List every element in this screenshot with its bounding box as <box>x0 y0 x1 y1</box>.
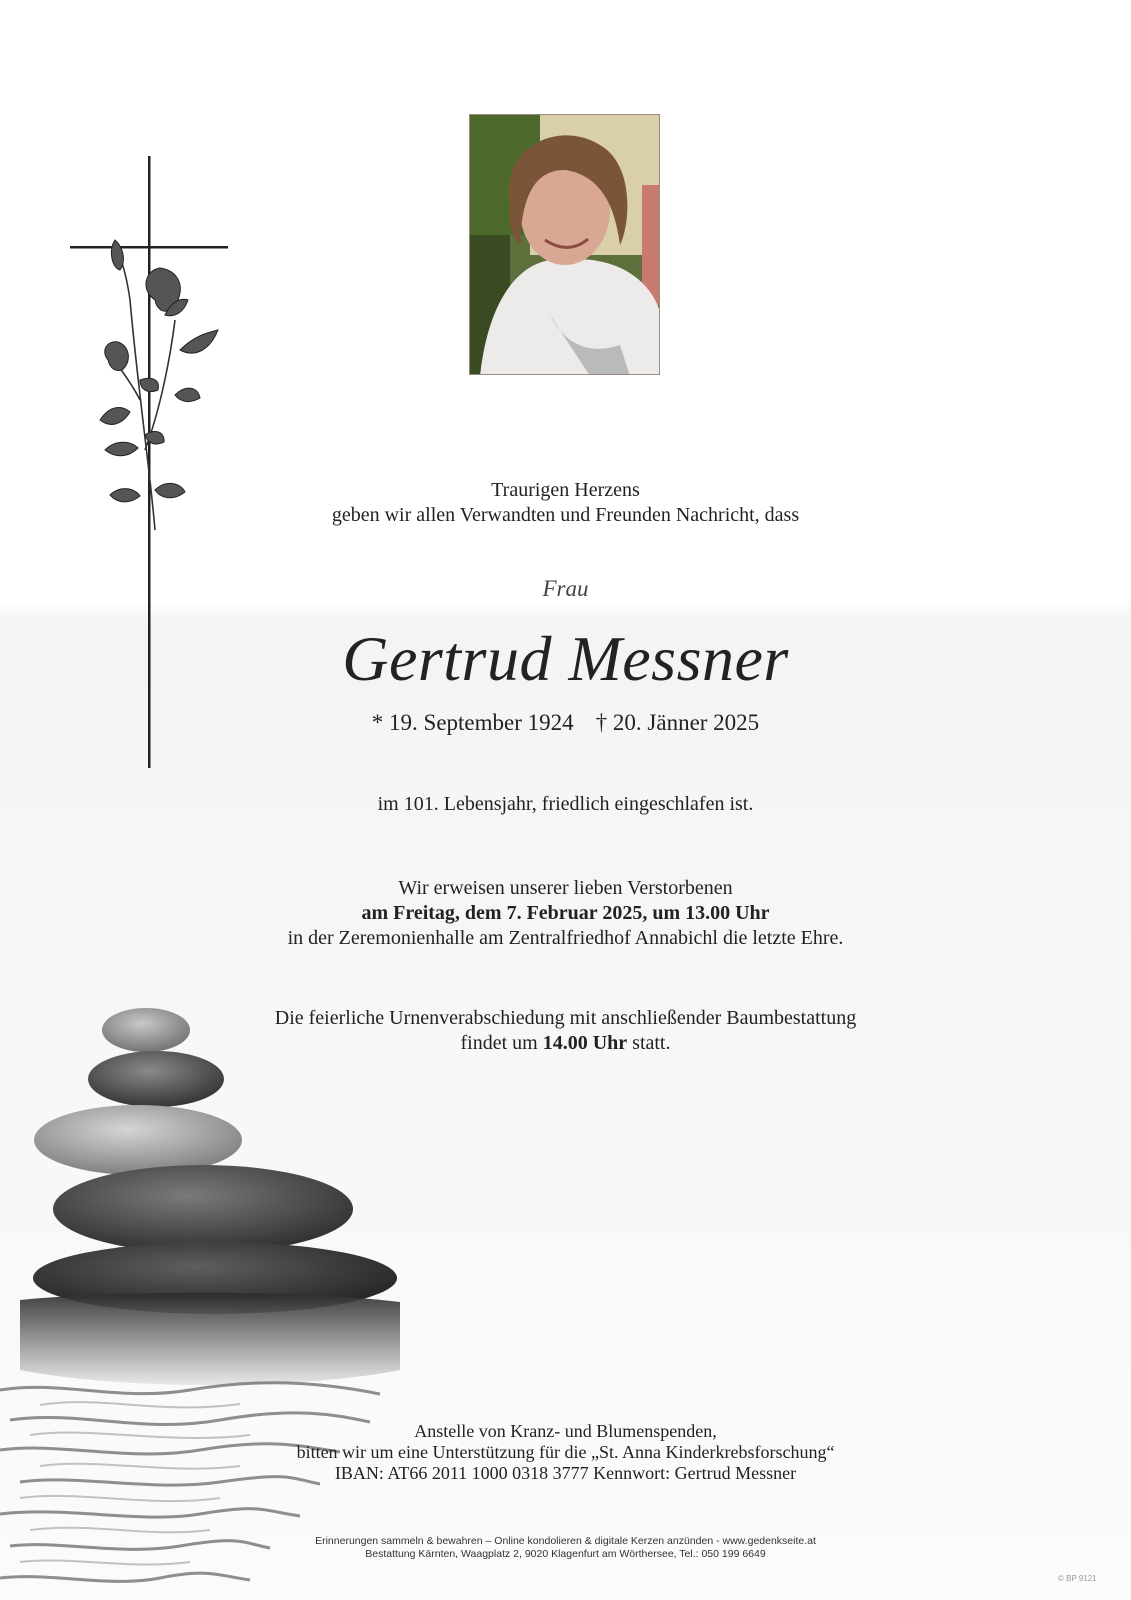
deceased-title: Frau <box>542 576 589 601</box>
service-line-2 <box>0 901 1131 926</box>
urn-line-2 <box>0 1031 1131 1056</box>
template-code: © BP 9121 <box>1058 1574 1097 1583</box>
footer <box>0 1535 1131 1561</box>
service-line-3: in der Zeremonienhalle am Zentralfriedhof Annabichl die letzte Ehre. <box>287 927 844 949</box>
birth-date: * 19. September 1924 <box>371 710 574 735</box>
passed-text: im 101. Lebensjahr, friedlich eingeschlafen ist. <box>377 793 754 815</box>
portrait-image <box>470 115 660 375</box>
intro-text <box>0 478 1131 528</box>
donation-line-1: Anstelle von Kranz- und Blumenspenden, <box>414 1421 717 1441</box>
donation-line-3: IBAN: AT66 2011 1000 0318 3777 Kennwort: Gertrud Messner <box>334 1463 797 1483</box>
donation-info <box>0 1421 1131 1484</box>
urn-time: 14.00 Uhr <box>542 1032 628 1054</box>
service-line-1: Wir erweisen unserer lieben Verstorbenen <box>398 877 733 899</box>
donation-line-2: bitten wir um eine Unterstützung für die „St. Anna Kinderkrebsforschung“ <box>296 1442 835 1462</box>
portrait-photo <box>469 114 660 375</box>
intro-line-2: geben wir allen Verwandten und Freunden Nachricht, dass <box>331 504 800 526</box>
urn-line-2-pre: findet um <box>460 1032 543 1054</box>
service-info <box>0 876 1131 951</box>
life-dates <box>0 710 1131 736</box>
stacked-stones-image <box>0 990 420 1600</box>
urn-ceremony-info <box>0 1006 1131 1056</box>
intro-line-1: Traurigen Herzens <box>491 479 640 501</box>
urn-line-1: Die feierliche Urnenverabschiedung mit anschließender Baumbestattung <box>274 1007 857 1029</box>
footer-line-1: Erinnerungen sammeln & bewahren – Online kondolieren & digitale Kerzen anzünden - www.gedenkseite.at <box>315 1535 816 1547</box>
service-date-time: am Freitag, dem 7. Februar 2025, um 13.00 Uhr <box>361 902 770 924</box>
deceased-name: Gertrud Messner <box>342 623 789 694</box>
urn-line-2-post: statt. <box>627 1032 671 1054</box>
death-date: † 20. Jänner 2025 <box>595 710 760 735</box>
footer-line-2: Bestattung Kärnten, Waagplatz 2, 9020 Klagenfurt am Wörthersee, Tel.: 050 199 6649 <box>365 1548 766 1560</box>
